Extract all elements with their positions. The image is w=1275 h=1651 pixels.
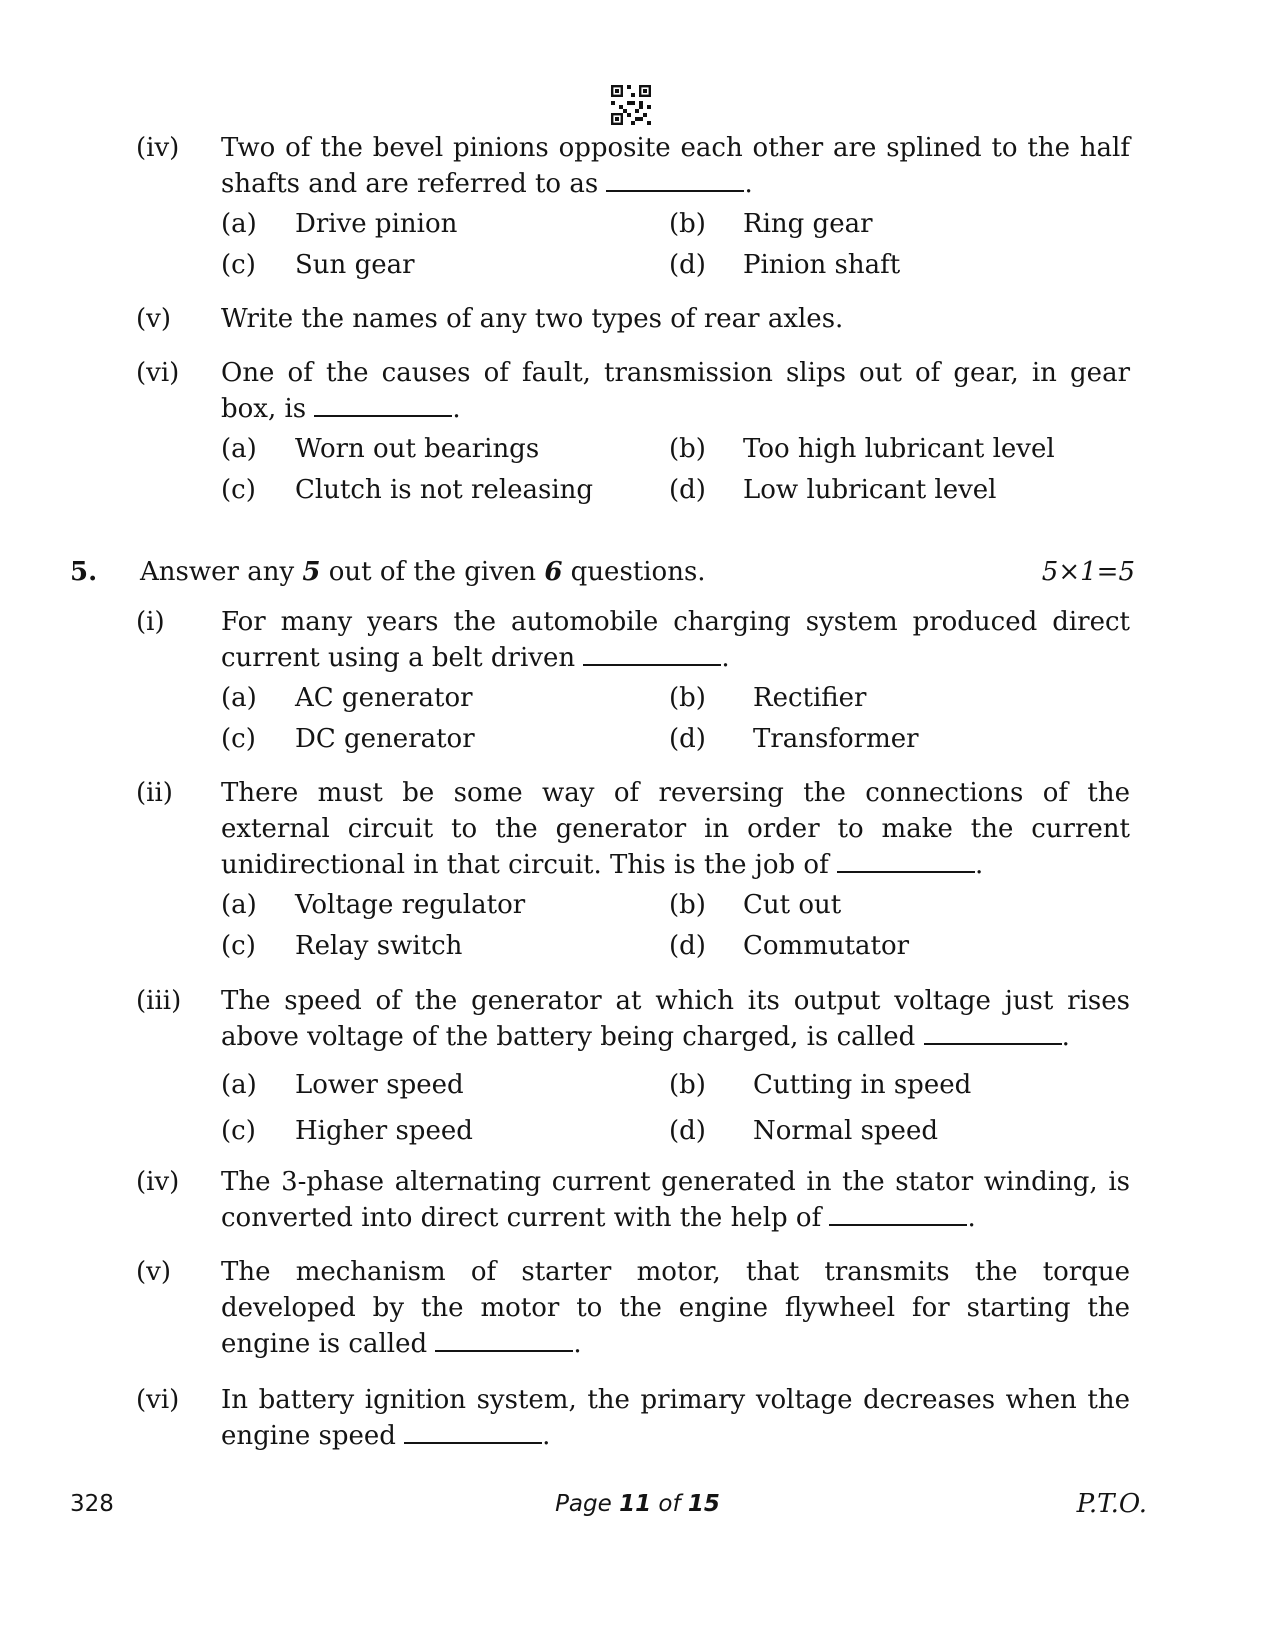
question-5-iv bbox=[136, 1164, 1130, 1236]
options-list: (a) AC generator (b) Rectifier (c) DC generator (d) Transformer bbox=[221, 683, 919, 754]
section-number: 5. bbox=[70, 557, 98, 587]
question-text: Write the names of any two types of rear axles. bbox=[221, 304, 844, 334]
question-4-iv bbox=[136, 130, 1130, 288]
question-5-i bbox=[136, 604, 1130, 762]
question-text: The speed of the generator at which its output voltage just rises above voltage of the battery being charged, is called . bbox=[221, 986, 1130, 1052]
question-text: The 3-phase alternating current generated in the stator winding, is converted into direct current with the help of . bbox=[221, 1167, 1130, 1233]
page-number: Page 11 of 15 bbox=[555, 1491, 720, 1517]
question-text: There must be some way of reversing the connections of the external circuit to the generator in order to make the current unidirectional in that circuit. This is the job of . bbox=[221, 778, 1130, 880]
options-list: (a) Voltage regulator (b) Cut out (c) Relay switch (d) Commutator bbox=[221, 890, 910, 961]
question-text: One of the causes of fault, transmission slips out of gear, in gear box, is . bbox=[221, 358, 1130, 424]
question-number: (iv) bbox=[136, 1167, 180, 1197]
question-number: (iv) bbox=[136, 133, 180, 163]
options-list: (a) Lower speed (b) Cutting in speed (c) Higher speed (d) Normal speed bbox=[221, 1070, 972, 1146]
question-number: (v) bbox=[136, 304, 171, 334]
paper-code: 328 bbox=[70, 1491, 114, 1517]
qr-code-icon bbox=[611, 85, 651, 125]
question-number: (v) bbox=[136, 1257, 171, 1287]
section-marks: 5×1=5 bbox=[1041, 557, 1135, 587]
question-number: (vi) bbox=[136, 358, 180, 388]
question-5-vi bbox=[136, 1382, 1130, 1454]
question-text: In battery ignition system, the primary voltage decreases when the engine speed . bbox=[221, 1385, 1130, 1451]
answer-blank bbox=[314, 391, 452, 417]
question-5-ii bbox=[136, 775, 1130, 969]
answer-blank bbox=[404, 1418, 542, 1444]
options-list: (a) Drive pinion (b) Ring gear (c) Sun gear (d) Pinion shaft bbox=[221, 209, 901, 280]
question-text: Two of the bevel pinions opposite each other are splined to the half shafts and are referred to as . bbox=[221, 133, 1130, 199]
answer-blank bbox=[606, 166, 744, 192]
question-4-vi bbox=[136, 355, 1130, 513]
question-number: (iii) bbox=[136, 986, 182, 1016]
answer-blank bbox=[924, 1019, 1062, 1045]
answer-blank bbox=[829, 1200, 967, 1226]
question-5-iii bbox=[136, 983, 1130, 1149]
question-4-v bbox=[136, 301, 1130, 337]
question-5-v bbox=[136, 1254, 1130, 1362]
answer-blank bbox=[837, 847, 975, 873]
section-5-heading bbox=[70, 554, 1135, 594]
answer-blank bbox=[435, 1326, 573, 1352]
options-list: (a) Worn out bearings (b) Too high lubricant level (c) Clutch is not releasing (d) Low lubricant level bbox=[221, 434, 1055, 505]
page-footer bbox=[0, 1486, 1275, 1526]
question-text: For many years the automobile charging system produced direct current using a belt driven . bbox=[221, 607, 1130, 673]
question-number: (i) bbox=[136, 607, 165, 637]
question-number: (ii) bbox=[136, 778, 173, 808]
section-instruction: Answer any 5 out of the given 6 questions. bbox=[140, 557, 706, 587]
question-text: The mechanism of starter motor, that transmits the torque developed by the motor to the engine flywheel for starting the engine is called . bbox=[221, 1257, 1130, 1359]
question-number: (vi) bbox=[136, 1385, 180, 1415]
answer-blank bbox=[583, 640, 721, 666]
pto-label: P.T.O. bbox=[1076, 1489, 1147, 1519]
